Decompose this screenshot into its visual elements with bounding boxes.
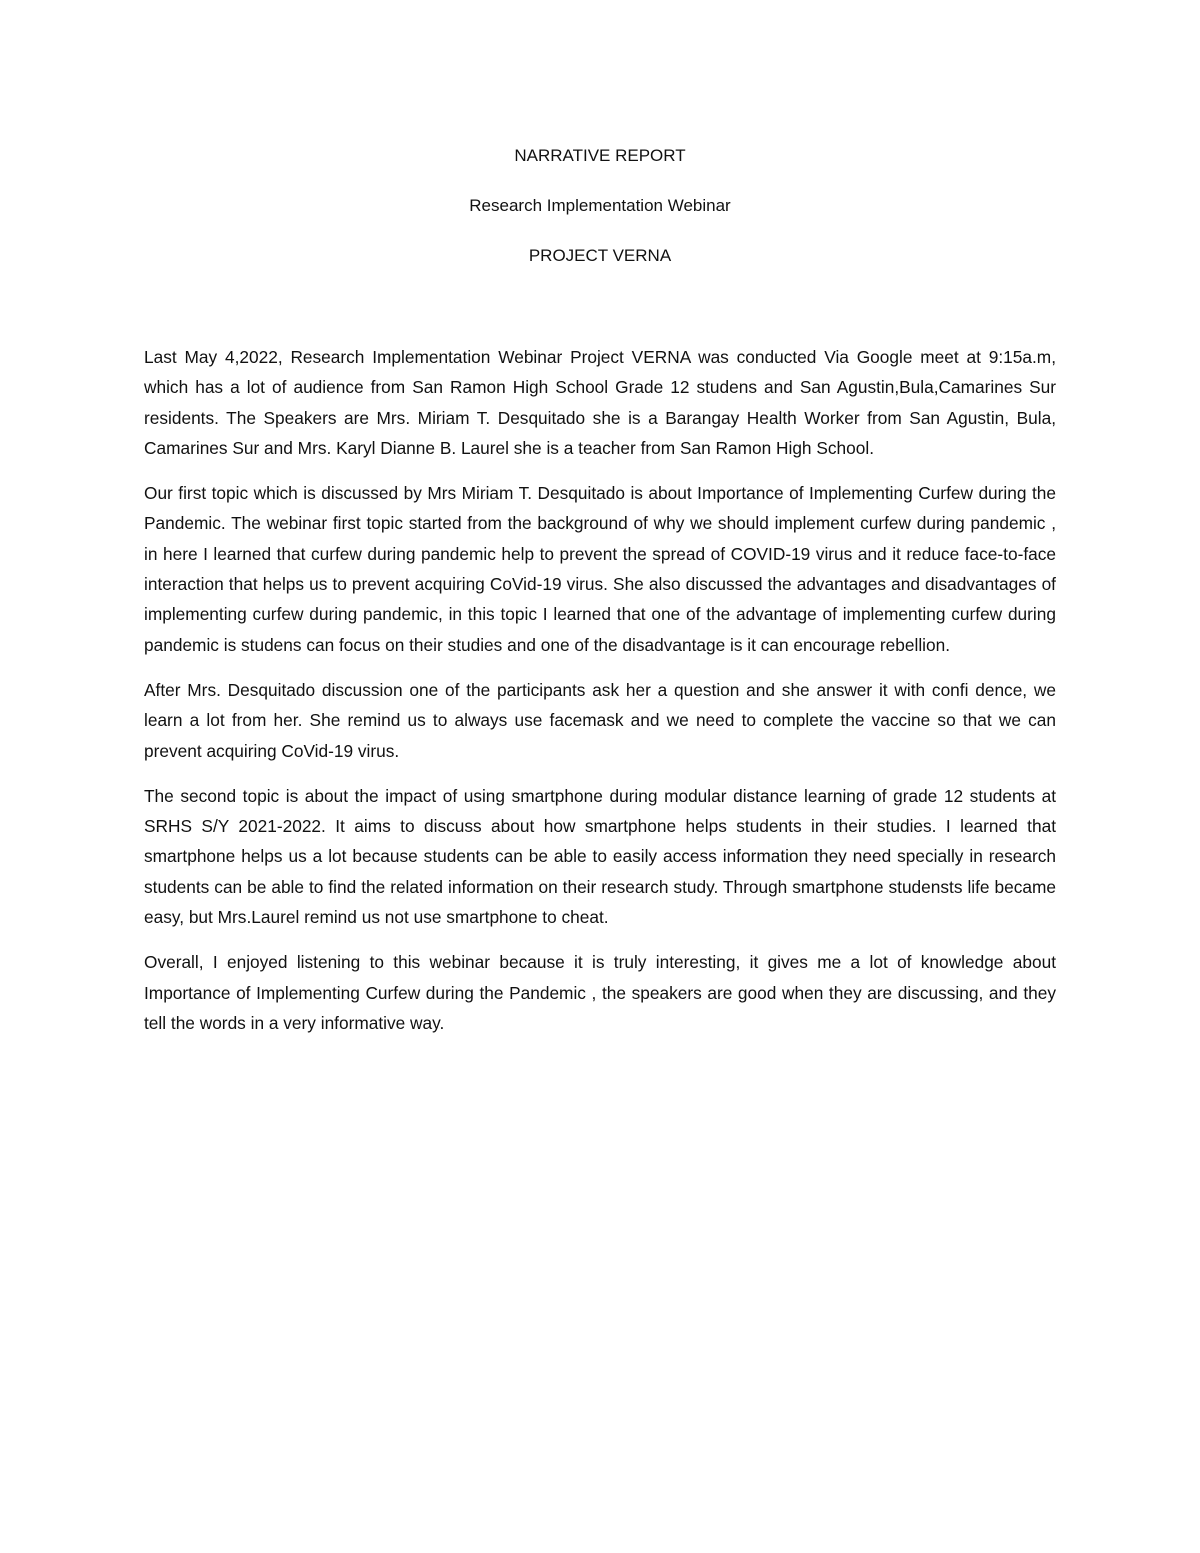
report-title: NARRATIVE REPORT (514, 146, 686, 165)
paragraph-intro: Last May 4,2022, Research Implementation Webinar Project VERNA was conducted Via Google meet at 9:15a.m, which has a lot of audience from San Ramon High School Grade 12 studens and San Agustin,Bula,Camarines Sur residents. The Speakers are Mrs. Miriam T. Desquitado she is a Barangay Health Worker from San Agustin, Bula, Camarines Sur and Mrs. Karyl Dianne B. Laurel she is a teacher from San Ramon High School. (144, 347, 1056, 458)
paragraph-second-topic: The second topic is about the impact of using smartphone during modular distance learning of grade 12 students at SRHS S/Y 2021-2022. It aims to discuss about how smartphone helps students in their studies. I learned that smartphone helps us a lot because students can be able to easily access information they need specially in research students can be able to find the related information on their research study. Through smartphone studensts life became easy, but Mrs.Laurel remind us not use smartphone to cheat. (144, 785, 1056, 928)
project-name: PROJECT VERNA (528, 246, 672, 265)
paragraph-conclusion: Overall, I enjoyed listening to this webinar because it is truly interesting, it gives me a lot of knowledge about Importance of Implementing Curfew during the Pandemic , the speakers are good when they are discussing, and they tell the words in a very informative way. (144, 952, 1056, 1033)
report-body (144, 342, 1056, 1053)
report-subtitle: Research Implementation Webinar (469, 196, 731, 215)
title-block (144, 145, 1056, 295)
paragraph-discussion: After Mrs. Desquitado discussion one of the participants ask her a question and she answer it with confi dence, we learn a lot from her. She remind us to always use facemask and we need to complete the vaccine so that we can prevent acquiring CoVid-19 virus. (144, 679, 1056, 761)
paragraph-first-topic: Our first topic which is discussed by Mrs Miriam T. Desquitado is about Importance of Implementing Curfew during the Pandemic. The webinar first topic started from the background of why we should implement curfew during pandemic , in here I learned that curfew during pandemic help to prevent the spread of COVID-19 virus and it reduce face-to-face interaction that helps us to prevent acquiring CoVid-19 virus. She also discussed the advantages and disadvantages of implementing curfew during pandemic, in this topic I learned that one of the advantage of implementing curfew during pandemic is studens can focus on their studies and one of the disadvantage is it can encourage rebellion. (144, 483, 1056, 655)
